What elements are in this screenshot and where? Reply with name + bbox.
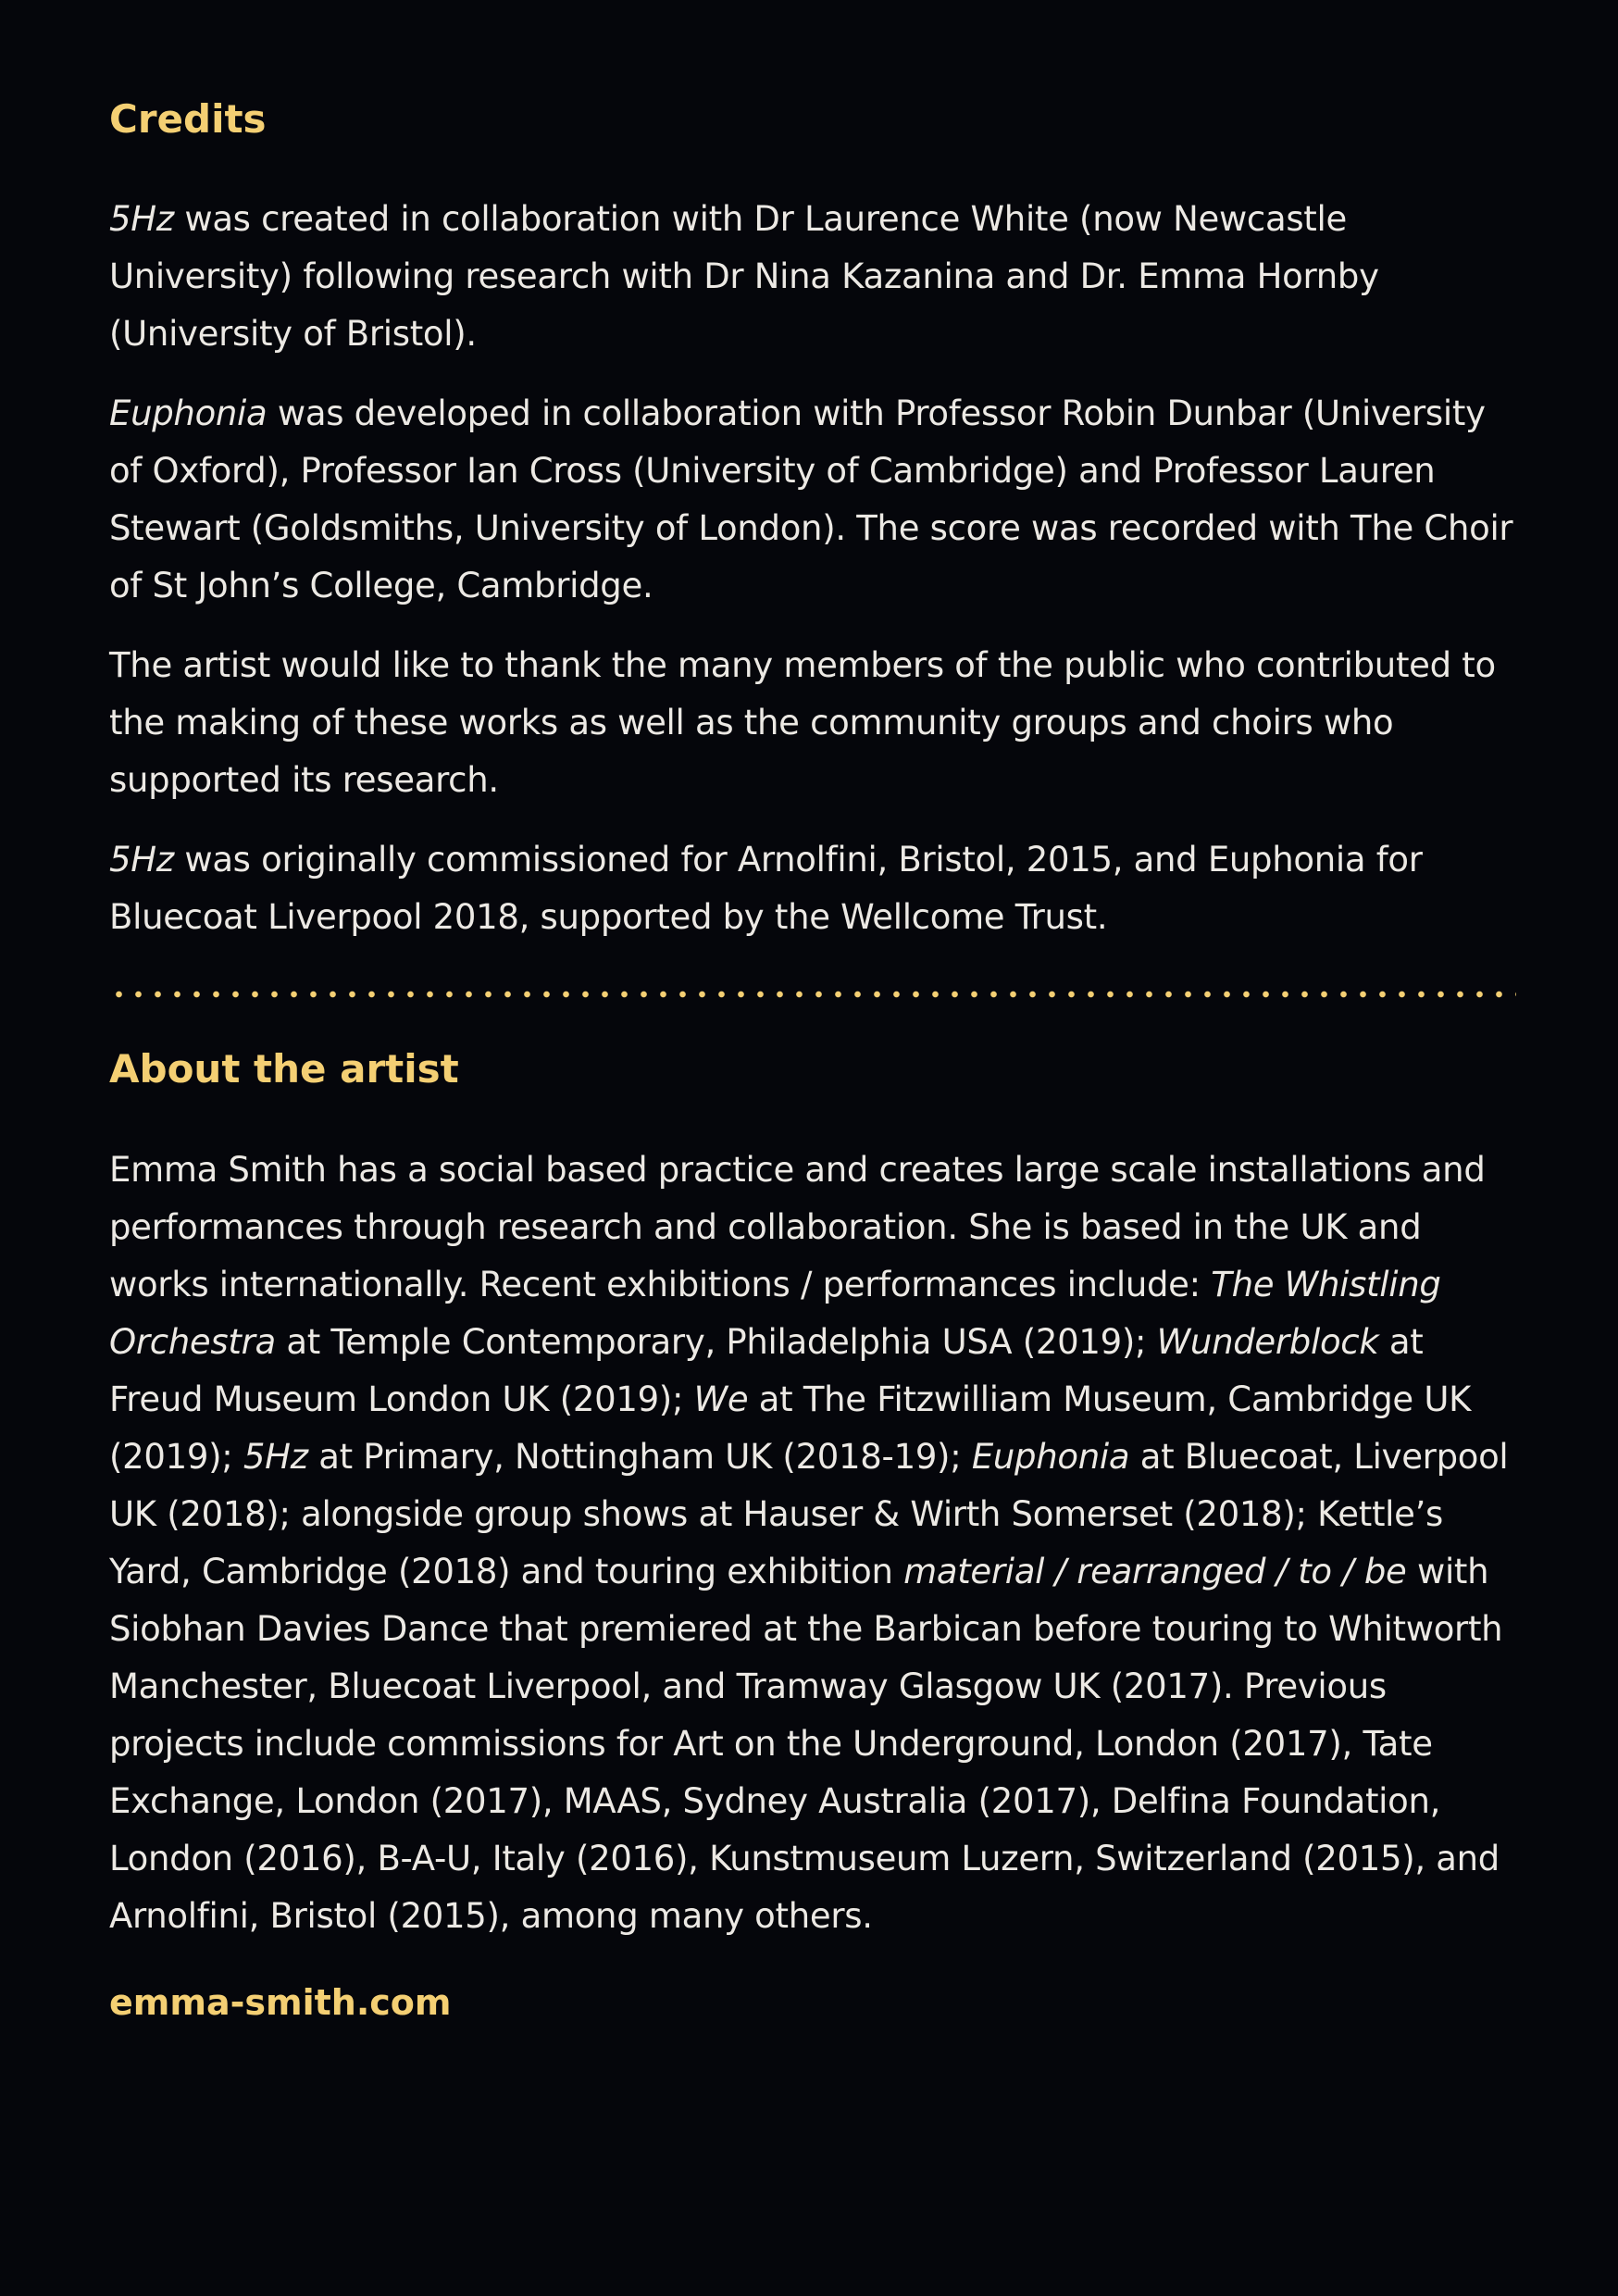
work-title-whistling-orchestra: The Whistling Orchestra xyxy=(109,1264,1441,1362)
about-text: Emma Smith has a social based practice and creates large scale installations and performances through research and collaboration. She is based in the UK and works internationally. Recent exhibitions / performances include: xyxy=(109,1149,1486,1304)
work-title-euphonia: Euphonia xyxy=(109,393,268,434)
work-title-we: We xyxy=(693,1379,749,1419)
work-title-euphonia-about: Euphonia xyxy=(971,1436,1130,1477)
about-text: at The Fitzwilliam Museum, Cambridge UK (2019); xyxy=(109,1379,1472,1477)
credits-paragraph-commission-text: was originally commissioned for Arnolfini, Bristol, 2015, and Euphonia for Bluecoat Liverpool 2018, supported by the Wellcome Trust. xyxy=(109,840,1423,938)
work-title-5hz-commission: 5Hz xyxy=(109,840,174,880)
credits-paragraph-thanks: The artist would like to thank the many members of the public who contributed to the making of these works as well as the community groups and choirs who supported its research. xyxy=(109,645,1496,801)
work-title-5hz-about: 5Hz xyxy=(243,1436,308,1477)
credits-paragraph-euphonia-text: was developed in collaboration with Professor Robin Dunbar (University of Oxford), Professor Ian Cross (University of Cambridge) and Professor Lauren Stewart (Goldsmiths, University of London). The score was recorded with The Choir of St John’s College, Cambridge. xyxy=(109,393,1513,606)
credits-section xyxy=(109,96,1516,946)
work-title-material-rearranged: material / rearranged / to / be xyxy=(903,1551,1407,1591)
work-title-5hz: 5Hz xyxy=(109,199,174,240)
about-paragraph xyxy=(109,1142,1516,1945)
credits-paragraph-5hz-text: was created in collaboration with Dr Laurence White (now Newcastle University) following research with Dr Nina Kazanina and Dr. Emma Hornby (University of Bristol). xyxy=(109,199,1379,355)
about-heading: About the artist xyxy=(109,1046,459,1092)
about-text: at Primary, Nottingham UK (2018-19); xyxy=(307,1436,972,1477)
credits-paragraph-commission xyxy=(109,831,1516,946)
about-text: at Freud Museum London UK (2019); xyxy=(109,1321,1424,1419)
credits-paragraph-5hz xyxy=(109,191,1516,363)
about-text: at Temple Contemporary, Philadelphia USA (2019); xyxy=(275,1321,1157,1362)
dotted-divider xyxy=(109,991,1516,998)
about-section xyxy=(109,1046,1516,2022)
work-title-wunderblock: Wunderblock xyxy=(1156,1321,1379,1362)
about-text: with Siobhan Davies Dance that premiered at the Barbican before touring to Whitworth Manchester, Bluecoat Liverpool, and Tramway Glasgow UK (2017). Previous projects include commissions for Art on the Underground, London (2017), Tate Exchange, London (2017), MAAS, Sydney Australia (2017), Delfina Foundation, London (2016), B-A-U, Italy (2016), Kunstmuseum Luzern, Switzerland (2015), and Arnolfini, Bristol (2015), among many others. xyxy=(109,1551,1503,1936)
credits-paragraph-euphonia xyxy=(109,385,1516,615)
credits-heading: Credits xyxy=(109,96,267,142)
about-text: at Bluecoat, Liverpool UK (2018); alongside group shows at Hauser & Wirth Somerset (2018); Kettle’s Yard, Cambridge (2018) and touring exhibition xyxy=(109,1436,1509,1591)
website-link[interactable]: emma-smith.com xyxy=(109,1981,452,2023)
